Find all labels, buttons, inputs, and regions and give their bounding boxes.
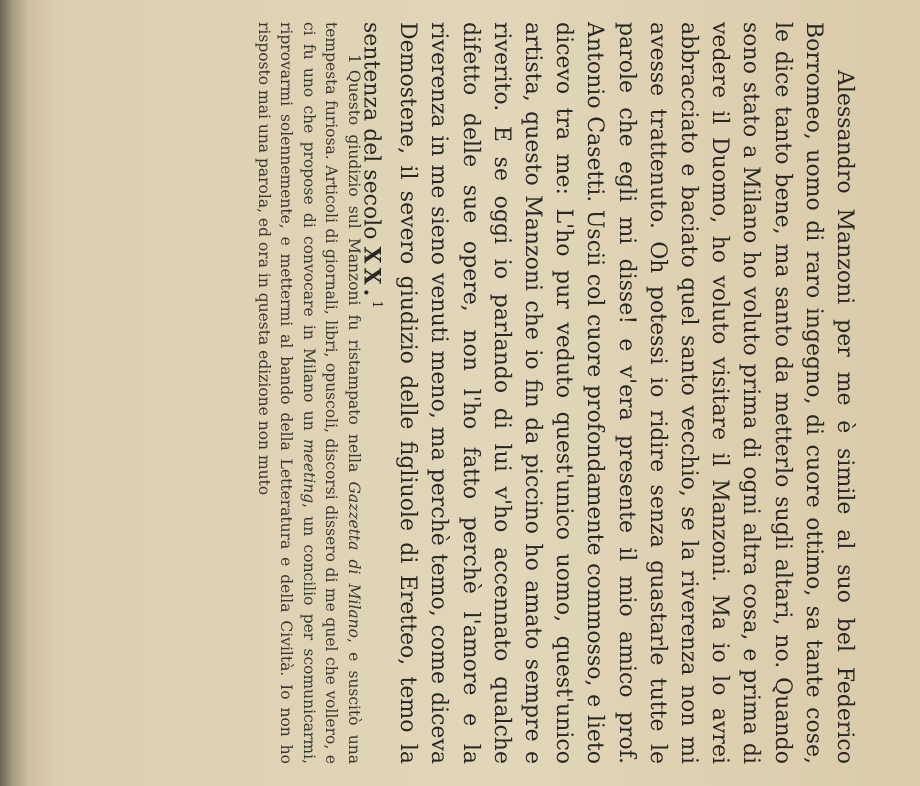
footnote-text: [253, 22, 366, 764]
footnote-marker: 1: [368, 300, 384, 309]
newspaper-title: Gazzetta di Milano: [345, 481, 363, 638]
century-label: XX.: [358, 246, 385, 301]
footnote-part-1: Questo giudizio sul Manzoni fu ristampato nella: [345, 69, 363, 473]
footnote: [253, 22, 366, 764]
footnote-part-2: , e suscitò una tempesta furiosa. Articoli di giornali, libri, opuscoli, discorsi dissero di me quel che vollero, e ci fu uno che propose di convocare in Milano un: [300, 22, 363, 764]
paragraph-body: Alessandro Manzoni per me è simile al suo bel Federico Borromeo, uomo di raro ingegno, di cuore ottimo, sa tante cose, le dice tanto bene, ma santo da metterlo sugli altari, no. Quando sono stato a Milano ho voluto prima di ogni altra cosa, e prima di vedere il Duomo, ho voluto visitare il Manzoni. Ma io lo avrei abbracciato e baciato quel santo vecchio, se la riverenza non mi avesse trattenuto. Oh potessi io ridire senza guastarle tutte le parole che egli mi disse! e v'era presente il mio amico prof. Antonio Casetti. Uscii col cuore profondamente commosso, e lieto dicevo tra me: L'ho pur veduto quest'unico uomo, quest'unico artista, questo Manzoni che io fin da piccino ho amato sempre e riverito. E se oggi io parlando di lui v'ho accennato qualche difetto delle sue opere, non l'ho fatto perchè l'amore e la riverenza in me sieno venuti meno, ma perchè temo, come diceva Demostene, il severo giudizio delle figliuole di Eretteo, temo la sentenza del secolo: [358, 22, 857, 764]
paragraph-text: [355, 22, 860, 764]
footnote-part-3: , un concilio per scomunicarmi, riprovarmi solennemente, e mettermi al bando della Letteratura e della Civiltà. Io non ho risposto mai una parola, ed ora in questa edizione non muto: [255, 22, 318, 764]
meeting-word: meeting: [300, 438, 318, 504]
footnote-number: 1: [345, 54, 363, 64]
main-paragraph: [355, 22, 860, 764]
